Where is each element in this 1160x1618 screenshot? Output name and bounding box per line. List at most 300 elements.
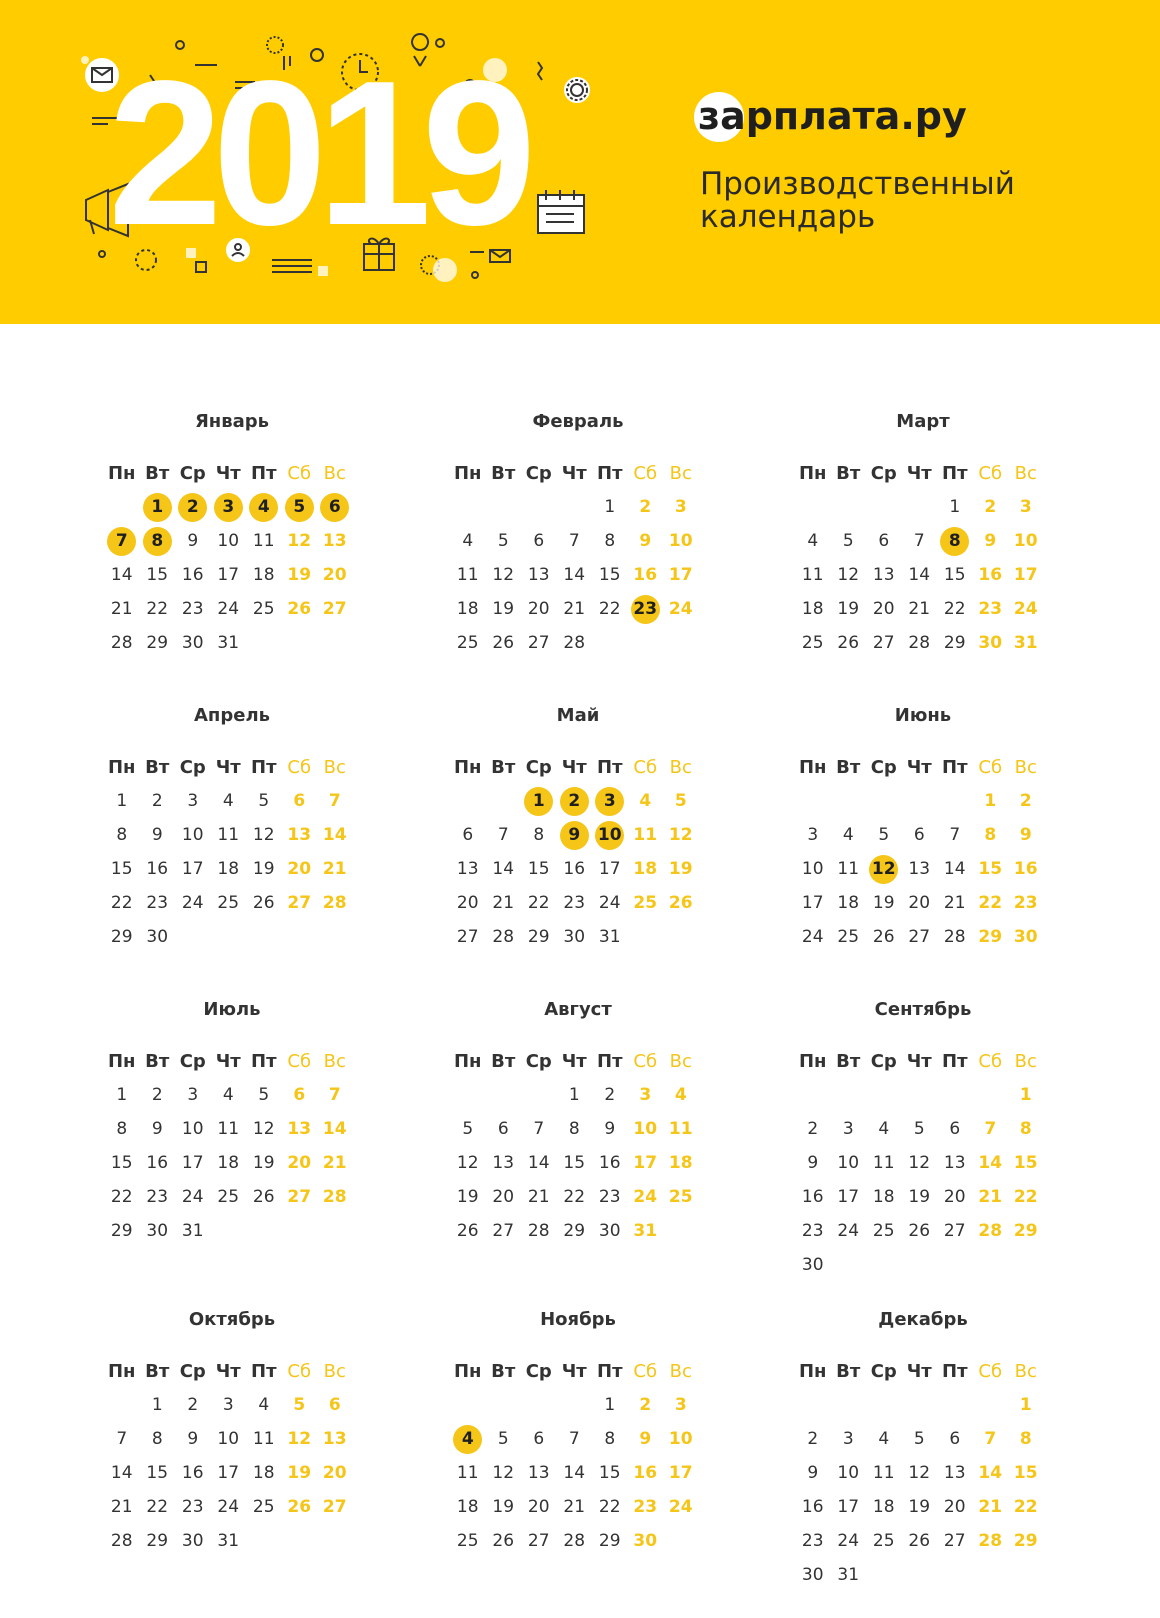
day-number: 14: [908, 565, 931, 585]
day-number: 8: [533, 825, 545, 845]
day-number: 6: [462, 825, 474, 845]
day-number: 21: [322, 1153, 347, 1173]
day-number: 18: [217, 1153, 240, 1173]
empty-cell: [486, 490, 522, 524]
weekday-header: Ср: [870, 1050, 897, 1072]
month-title: Январь: [194, 411, 270, 432]
day-number: 12: [492, 1463, 515, 1483]
day-number: 6: [497, 1119, 509, 1139]
month-block: [102, 998, 362, 1248]
day-cell: [246, 1490, 282, 1524]
holiday-day: [592, 784, 628, 818]
day-number: 26: [872, 927, 895, 947]
weekend-day: [663, 1180, 699, 1214]
day-number: 11: [837, 859, 860, 879]
day-number: 2: [984, 497, 997, 517]
day-cell: [140, 818, 176, 852]
day-cell: [486, 1456, 522, 1490]
day-cell: [211, 1112, 247, 1146]
day-number: 5: [497, 1429, 509, 1449]
day-cell: [592, 1456, 628, 1490]
day-number: 21: [563, 599, 586, 619]
day-cell: [450, 592, 486, 626]
day-number: 22: [563, 1187, 586, 1207]
day-number: 4: [462, 531, 474, 551]
weekend-day: [317, 592, 353, 626]
day-cell: [795, 1490, 831, 1524]
day-number: 24: [801, 927, 824, 947]
weekend-day: [282, 1456, 318, 1490]
day-number: 23: [181, 599, 204, 619]
weekend-day: [282, 1112, 318, 1146]
weekend-day: [317, 1422, 353, 1456]
day-number: 1: [568, 1085, 580, 1105]
month-title: Март: [896, 411, 950, 432]
day-number: 14: [110, 1463, 133, 1483]
month-title: Февраль: [532, 411, 624, 432]
weekend-day: [663, 558, 699, 592]
day-cell: [937, 592, 973, 626]
day-number: 30: [801, 1255, 824, 1275]
day-number: 29: [1013, 1221, 1038, 1241]
day-number: 1: [1019, 1085, 1032, 1105]
day-number: 18: [837, 893, 860, 913]
weekday-header: Вс: [669, 462, 692, 484]
day-number: 30: [181, 1531, 204, 1551]
day-number: 27: [287, 1187, 312, 1207]
weekday-header: Сб: [978, 462, 1003, 484]
day-number: 4: [249, 493, 278, 522]
day-cell: [104, 784, 140, 818]
weekend-day: [663, 1388, 699, 1422]
day-cell: [486, 1180, 522, 1214]
day-cell: [211, 1180, 247, 1214]
day-number: 20: [943, 1187, 966, 1207]
day-number: 1: [949, 497, 961, 517]
weekend-day: [628, 1180, 664, 1214]
weekday-header: Чт: [906, 1050, 932, 1072]
day-number: 3: [842, 1119, 854, 1139]
month-title: Сентябрь: [874, 999, 972, 1020]
day-number: 9: [984, 531, 997, 551]
day-number: 7: [568, 531, 580, 551]
day-number: 17: [668, 1463, 693, 1483]
day-number: 1: [143, 493, 172, 522]
weekend-day: [663, 1146, 699, 1180]
day-number: 26: [668, 893, 693, 913]
weekday-header: Вт: [145, 1050, 170, 1072]
day-number: 28: [563, 633, 586, 653]
day-cell: [104, 1112, 140, 1146]
weekend-day: [973, 1112, 1009, 1146]
day-number: 24: [181, 1187, 204, 1207]
day-number: 9: [807, 1153, 819, 1173]
day-cell: [211, 1422, 247, 1456]
weekend-day: [282, 592, 318, 626]
day-number: 27: [322, 1497, 347, 1517]
day-cell: [450, 1490, 486, 1524]
day-number: 26: [492, 633, 515, 653]
day-number: 16: [181, 565, 204, 585]
day-number: 13: [908, 859, 931, 879]
day-cell: [795, 1524, 831, 1558]
weekday-header: Сб: [287, 1050, 312, 1072]
day-number: 28: [978, 1221, 1003, 1241]
day-number: 12: [252, 825, 275, 845]
day-number: 25: [837, 927, 860, 947]
weekend-day: [1008, 1490, 1044, 1524]
weekday-header: Вс: [669, 1050, 692, 1072]
day-number: 5: [913, 1429, 925, 1449]
month-title: Май: [556, 705, 600, 726]
month-block: [448, 998, 708, 1248]
day-number: 1: [524, 787, 553, 816]
holiday-day: [450, 1422, 486, 1456]
day-number: 4: [639, 791, 652, 811]
day-number: 4: [222, 1085, 234, 1105]
weekend-day: [973, 1146, 1009, 1180]
weekend-day: [1008, 1146, 1044, 1180]
day-number: 29: [146, 1531, 169, 1551]
empty-cell: [831, 1388, 867, 1422]
weekday-header: Вт: [836, 462, 861, 484]
day-cell: [246, 1422, 282, 1456]
day-number: 29: [978, 927, 1003, 947]
day-number: 3: [639, 1085, 652, 1105]
day-number: 28: [322, 893, 347, 913]
weekend-day: [1008, 886, 1044, 920]
day-number: 1: [151, 1395, 163, 1415]
day-number: 19: [872, 893, 895, 913]
day-number: 12: [869, 855, 898, 884]
day-cell: [795, 886, 831, 920]
month-grid: [795, 750, 1053, 954]
day-cell: [104, 1146, 140, 1180]
weekend-day: [317, 1180, 353, 1214]
day-cell: [211, 592, 247, 626]
empty-cell: [866, 784, 902, 818]
day-number: 14: [322, 1119, 347, 1139]
weekday-header: Ср: [525, 1360, 552, 1382]
day-number: 8: [568, 1119, 580, 1139]
day-number: 23: [146, 1187, 169, 1207]
weekend-day: [628, 784, 664, 818]
day-number: 5: [842, 531, 854, 551]
day-cell: [246, 852, 282, 886]
day-number: 11: [217, 1119, 240, 1139]
day-number: 14: [322, 825, 347, 845]
day-cell: [140, 1112, 176, 1146]
day-cell: [902, 1214, 938, 1248]
day-cell: [450, 524, 486, 558]
day-cell: [592, 1078, 628, 1112]
weekend-day: [628, 490, 664, 524]
holiday-day: [140, 524, 176, 558]
day-cell: [175, 1214, 211, 1248]
day-cell: [486, 1490, 522, 1524]
weekend-day: [663, 490, 699, 524]
empty-cell: [486, 784, 522, 818]
year-title: 2019: [108, 38, 527, 268]
day-number: 19: [908, 1187, 931, 1207]
day-number: 5: [258, 1085, 270, 1105]
day-number: 29: [110, 927, 133, 947]
weekday-header: Пт: [597, 462, 623, 484]
day-cell: [902, 524, 938, 558]
day-number: 4: [258, 1395, 270, 1415]
day-cell: [175, 1490, 211, 1524]
day-number: 20: [943, 1497, 966, 1517]
day-cell: [246, 818, 282, 852]
month-title: Август: [544, 999, 612, 1020]
weekend-day: [1008, 1078, 1044, 1112]
weekend-day: [282, 1078, 318, 1112]
weekday-header: Вс: [1014, 1360, 1037, 1382]
weekday-header: Пт: [597, 1360, 623, 1382]
day-number: 31: [181, 1221, 204, 1241]
header-banner: [0, 0, 1160, 324]
day-number: 20: [287, 1153, 312, 1173]
month-title: Июль: [203, 999, 261, 1020]
day-number: 29: [146, 633, 169, 653]
day-cell: [902, 1524, 938, 1558]
day-cell: [866, 1524, 902, 1558]
weekday-header: Пт: [251, 756, 277, 778]
day-cell: [246, 1388, 282, 1422]
day-number: 24: [598, 893, 621, 913]
day-cell: [104, 1078, 140, 1112]
weekend-day: [663, 524, 699, 558]
weekday-header: Пн: [107, 462, 136, 484]
weekend-day: [973, 1456, 1009, 1490]
weekend-day: [628, 1490, 664, 1524]
day-number: 10: [217, 531, 240, 551]
day-cell: [211, 1524, 247, 1558]
day-number: 30: [978, 633, 1003, 653]
day-number: 8: [940, 527, 969, 556]
day-number: 30: [1013, 927, 1038, 947]
day-number: 15: [146, 565, 169, 585]
day-cell: [450, 1524, 486, 1558]
day-number: 28: [110, 1531, 133, 1551]
day-number: 17: [598, 859, 621, 879]
day-number: 6: [913, 825, 925, 845]
day-number: 31: [1013, 633, 1038, 653]
month-grid: [104, 1354, 362, 1558]
day-number: 10: [181, 825, 204, 845]
weekday-header: Пт: [942, 1050, 968, 1072]
day-number: 23: [598, 1187, 621, 1207]
day-cell: [486, 920, 522, 954]
day-number: 11: [252, 1429, 275, 1449]
day-number: 7: [568, 1429, 580, 1449]
day-cell: [175, 1078, 211, 1112]
day-number: 4: [453, 1425, 482, 1454]
day-cell: [104, 818, 140, 852]
weekend-day: [628, 1456, 664, 1490]
weekend-day: [1008, 1456, 1044, 1490]
day-cell: [140, 852, 176, 886]
weekend-day: [628, 818, 664, 852]
day-number: 12: [287, 531, 312, 551]
holiday-day: [592, 818, 628, 852]
day-number: 12: [837, 565, 860, 585]
weekday-header: Сб: [287, 756, 312, 778]
day-cell: [937, 626, 973, 660]
month-grid: [450, 456, 708, 660]
day-number: 24: [668, 599, 693, 619]
weekend-day: [663, 852, 699, 886]
weekend-day: [282, 524, 318, 558]
day-number: 22: [146, 1497, 169, 1517]
weekend-day: [663, 1490, 699, 1524]
weekday-header: Чт: [215, 462, 241, 484]
weekend-day: [317, 886, 353, 920]
month-block: [448, 1308, 708, 1558]
day-number: 9: [807, 1463, 819, 1483]
day-number: 25: [252, 1497, 275, 1517]
day-number: 15: [598, 565, 621, 585]
day-cell: [592, 1388, 628, 1422]
day-cell: [521, 852, 557, 886]
day-cell: [140, 886, 176, 920]
weekend-day: [1008, 1112, 1044, 1146]
day-number: 28: [978, 1531, 1003, 1551]
day-cell: [175, 626, 211, 660]
day-cell: [866, 1456, 902, 1490]
empty-cell: [521, 1388, 557, 1422]
day-number: 18: [668, 1153, 693, 1173]
day-cell: [795, 592, 831, 626]
day-number: 31: [598, 927, 621, 947]
brand-logo[interactable]: [698, 84, 967, 148]
empty-cell: [866, 490, 902, 524]
day-number: 9: [187, 1429, 199, 1449]
day-number: 28: [908, 633, 931, 653]
day-number: 16: [181, 1463, 204, 1483]
weekday-header: Сб: [633, 462, 658, 484]
month-grid: [104, 750, 362, 954]
day-cell: [246, 1112, 282, 1146]
day-number: 13: [527, 565, 550, 585]
weekend-day: [973, 1524, 1009, 1558]
empty-cell: [831, 1078, 867, 1112]
day-number: 23: [633, 1497, 658, 1517]
day-cell: [866, 1490, 902, 1524]
day-number: 20: [287, 859, 312, 879]
day-cell: [486, 1422, 522, 1456]
day-number: 30: [146, 1221, 169, 1241]
weekend-day: [628, 1078, 664, 1112]
weekend-day: [628, 558, 664, 592]
day-number: 2: [639, 1395, 652, 1415]
day-number: 16: [801, 1497, 824, 1517]
weekend-day: [282, 886, 318, 920]
day-number: 25: [217, 1187, 240, 1207]
month-title: Октябрь: [188, 1309, 276, 1330]
day-number: 2: [1019, 791, 1032, 811]
day-cell: [937, 558, 973, 592]
day-number: 16: [633, 565, 658, 585]
day-cell: [175, 1524, 211, 1558]
weekend-day: [317, 1078, 353, 1112]
day-cell: [246, 886, 282, 920]
day-cell: [866, 920, 902, 954]
day-number: 25: [456, 633, 479, 653]
weekend-day: [628, 852, 664, 886]
holiday-day: [282, 490, 318, 524]
day-cell: [831, 852, 867, 886]
day-number: 27: [943, 1531, 966, 1551]
day-cell: [557, 1214, 593, 1248]
day-cell: [831, 626, 867, 660]
day-number: 14: [110, 565, 133, 585]
day-number: 17: [633, 1153, 658, 1173]
weekend-day: [1008, 1524, 1044, 1558]
weekend-day: [663, 784, 699, 818]
day-number: 24: [217, 599, 240, 619]
day-number: 21: [110, 599, 133, 619]
day-number: 30: [801, 1565, 824, 1585]
day-cell: [140, 1388, 176, 1422]
weekend-day: [628, 1214, 664, 1248]
day-number: 30: [598, 1221, 621, 1241]
day-number: 22: [110, 893, 133, 913]
day-number: 25: [872, 1221, 895, 1241]
weekday-header: Пт: [942, 756, 968, 778]
day-number: 16: [563, 859, 586, 879]
weekend-day: [973, 490, 1009, 524]
month-grid: [450, 1044, 708, 1248]
day-cell: [866, 626, 902, 660]
day-number: 12: [287, 1429, 312, 1449]
day-number: 5: [462, 1119, 474, 1139]
day-number: 12: [908, 1463, 931, 1483]
day-number: 8: [604, 1429, 616, 1449]
day-number: 19: [252, 1153, 275, 1173]
month-title: Апрель: [193, 705, 271, 726]
weekend-day: [282, 1180, 318, 1214]
day-cell: [902, 1146, 938, 1180]
day-cell: [557, 1180, 593, 1214]
day-number: 19: [837, 599, 860, 619]
day-cell: [486, 852, 522, 886]
day-cell: [557, 1146, 593, 1180]
day-number: 7: [984, 1119, 997, 1139]
day-number: 18: [801, 599, 824, 619]
weekday-header: Чт: [906, 462, 932, 484]
day-number: 31: [217, 633, 240, 653]
weekend-day: [1008, 852, 1044, 886]
day-number: 15: [110, 1153, 133, 1173]
weekday-header: Сб: [978, 1050, 1003, 1072]
empty-cell: [486, 1388, 522, 1422]
empty-cell: [557, 1388, 593, 1422]
weekday-header: Пн: [107, 1360, 136, 1382]
month-title: Ноябрь: [540, 1309, 616, 1330]
day-cell: [521, 886, 557, 920]
empty-cell: [831, 784, 867, 818]
day-cell: [140, 1456, 176, 1490]
empty-cell: [937, 784, 973, 818]
weekend-day: [973, 920, 1009, 954]
weekend-day: [663, 886, 699, 920]
weekday-header: Пн: [798, 1050, 827, 1072]
day-number: 25: [252, 599, 275, 619]
day-number: 9: [604, 1119, 616, 1139]
day-cell: [211, 1490, 247, 1524]
weekday-header: Пн: [107, 1050, 136, 1072]
